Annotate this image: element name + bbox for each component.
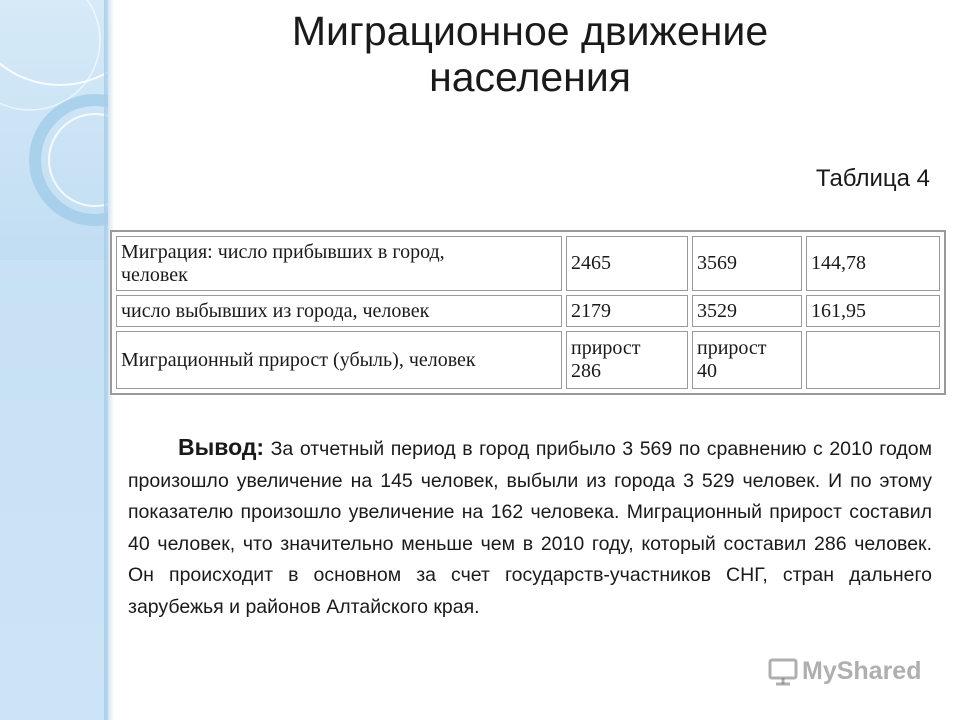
presentation-screen-icon [768,658,798,686]
value-cell-2: прирост 40 [692,331,802,389]
value-cell-3 [806,331,940,389]
table-row [116,331,940,389]
table-row [116,236,940,291]
title-line-1: Миграционное движение [291,8,769,54]
value-cell-2: 3529 [692,295,802,327]
conclusion-text: За отчетный период в город прибыло 3 569 по сравнению с 2010 годом произошло увеличение на 145 человек, выбыли из города 3 529 человек. И по этому показателю произошло увеличение на 162 человека. Миграционный прирост составил 40 человек, что значительно меньше чем в 2010 году, который составил 286 человек. Он происходит в основном за счет государств-участников СНГ, стран дальнего зарубежья и районов Алтайского края. [128,438,932,618]
watermark-text: MyShared [802,657,922,685]
row-label: Миграция: число прибывших в город, человек [116,236,562,291]
value-cell-1: 2465 [566,236,688,291]
decorative-side-band [0,0,108,720]
value-cell-2: 3569 [692,236,802,291]
watermark [768,657,921,686]
value-cell-3: 161,95 [806,295,940,327]
slide-title [180,8,880,100]
value-cell-1: прирост 286 [566,331,688,389]
value-cell-1: 2179 [566,295,688,327]
decorative-circles [0,0,108,720]
migration-table [110,230,946,395]
row-label: число выбывших из города, человек [116,295,562,327]
row-label: Миграционный прирост (убыль), человек [116,331,562,389]
table-caption: Таблица 4 [815,165,930,192]
conclusion-paragraph [128,432,932,623]
title-line-2: населения [429,54,631,100]
conclusion-lead: Вывод: [178,434,265,460]
table-row [116,295,940,327]
value-cell-3: 144,78 [806,236,940,291]
